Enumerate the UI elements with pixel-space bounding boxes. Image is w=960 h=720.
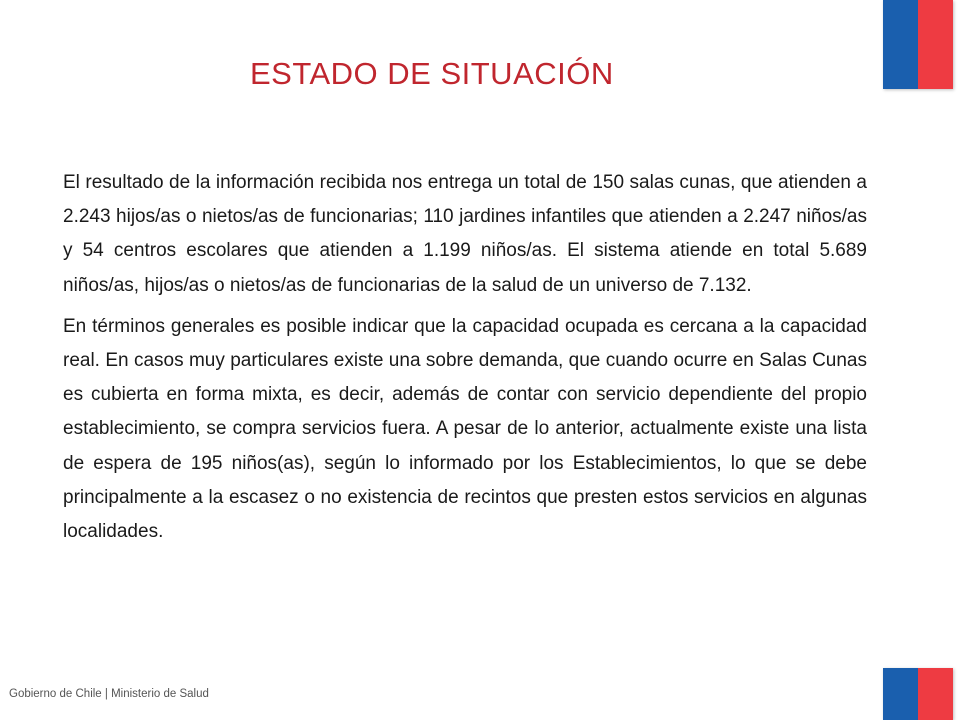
footer-credit: Gobierno de Chile | Ministerio de Salud [9, 688, 209, 700]
body-paragraph-2: En términos generales es posible indicar que la capacidad ocupada es cercana a la capacidad real. En casos muy particulares existe una sobre demanda, que cuando ocurre en Salas Cunas es cubierta en forma mixta, es decir, además de contar con servicio dependiente del propio establecimiento, se compra servicios fuera. A pesar de lo anterior, actualmente existe una lista de espera de 195 niños(as), según lo informado por los Establecimientos, lo que se debe principalmente a la escasez o no existencia de recintos que presten estos servicios en algunas localidades. [63, 315, 867, 543]
flag-red-band [918, 668, 953, 720]
flag-red-band [918, 0, 953, 89]
chile-flag-stripe-top [883, 0, 953, 89]
slide-body [63, 166, 867, 556]
flag-blue-band [883, 668, 918, 720]
chile-flag-stripe-bottom [883, 668, 953, 720]
slide-title: ESTADO DE SITUACIÓN [250, 56, 614, 91]
body-paragraph-1: El resultado de la información recibida nos entrega un total de 150 salas cunas, que atienden a 2.243 hijos/as o nietos/as de funcionarias; 110 jardines infantiles que atienden a 2.247 niños/as y 54 centros escolares que atienden a 1.199 niños/as. El sistema atiende en total 5.689 niños/as, hijos/as o nietos/as de funcionarias de la salud de un universo de 7.132. [63, 172, 867, 296]
flag-blue-band [883, 0, 918, 89]
